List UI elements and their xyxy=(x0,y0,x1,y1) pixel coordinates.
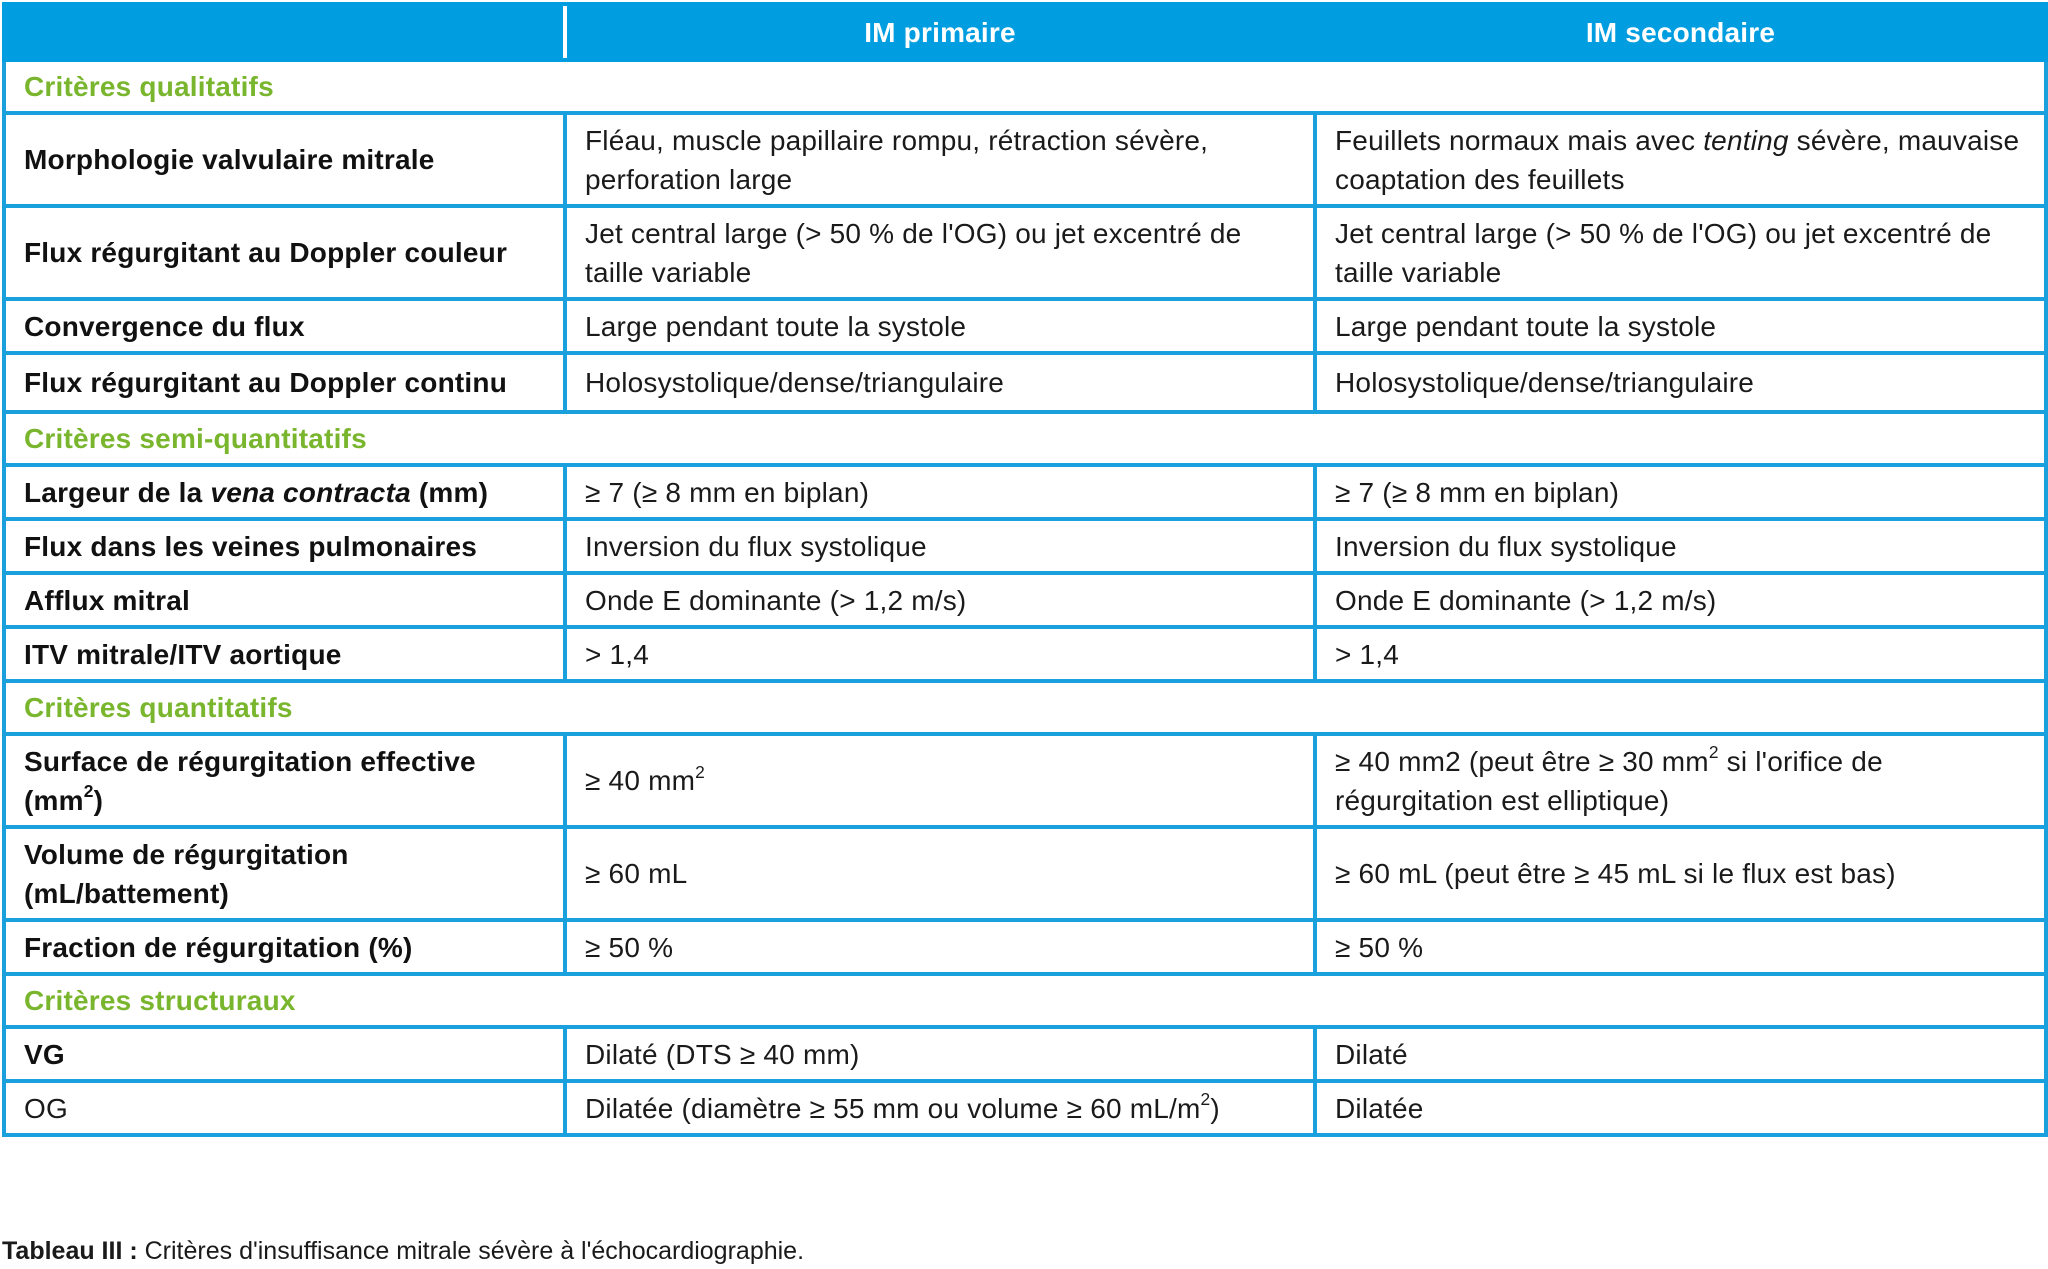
text: Dilatée (diamètre ≥ 55 mm ou volume ≥ 60 mL/m xyxy=(585,1092,1201,1124)
section-row xyxy=(4,974,2046,1027)
section-title-qualitatifs: Critères qualitatifs xyxy=(4,60,2046,113)
row-label: Afflux mitral xyxy=(4,573,565,627)
row-label: OG xyxy=(4,1081,565,1135)
section-row xyxy=(4,681,2046,734)
cell-primaire: Fléau, muscle papillaire rompu, rétraction sévère, perforation large xyxy=(565,113,1315,206)
cell-secondaire: > 1,4 xyxy=(1315,627,2046,681)
row-label: ITV mitrale/ITV aortique xyxy=(4,627,565,681)
row-label: Convergence du flux xyxy=(4,299,565,353)
text: ) xyxy=(1210,1092,1220,1124)
cell-primaire xyxy=(565,1081,1315,1135)
row-label xyxy=(4,734,565,827)
header-empty xyxy=(4,4,565,60)
header-im-primaire: IM primaire xyxy=(565,4,1315,60)
superscript: 2 xyxy=(1708,742,1719,763)
section-title-semi-quantitatifs: Critères semi-quantitatifs xyxy=(4,412,2046,465)
text: sévère, mauvaise coaptation des feuillets xyxy=(1335,124,2020,195)
cell-primaire: ≥ 7 (≥ 8 mm en biplan) xyxy=(565,465,1315,519)
table-row xyxy=(4,627,2046,681)
text: (mm) xyxy=(410,476,489,508)
section-title-structuraux: Critères structuraux xyxy=(4,974,2046,1027)
cell-secondaire: Dilaté xyxy=(1315,1027,2046,1081)
row-label: VG xyxy=(4,1027,565,1081)
caption-text: Critères d'insuffisance mitrale sévère à l'échocardiographie. xyxy=(137,1237,805,1265)
table-row xyxy=(4,113,2046,206)
cell-primaire: Dilaté (DTS ≥ 40 mm) xyxy=(565,1027,1315,1081)
cell-primaire: Large pendant toute la systole xyxy=(565,299,1315,353)
row-label: Volume de régurgitation (mL/battement) xyxy=(4,827,565,920)
cell-secondaire: Large pendant toute la systole xyxy=(1315,299,2046,353)
cell-primaire: Holosystolique/dense/triangulaire xyxy=(565,353,1315,412)
table-row xyxy=(4,519,2046,573)
table-row xyxy=(4,734,2046,827)
cell-secondaire xyxy=(1315,734,2046,827)
table-row xyxy=(4,465,2046,519)
table-row xyxy=(4,1027,2046,1081)
row-label: Flux régurgitant au Doppler continu xyxy=(4,353,565,412)
cell-secondaire: Holosystolique/dense/triangulaire xyxy=(1315,353,2046,412)
row-label: Fraction de régurgitation (%) xyxy=(4,920,565,974)
cell-primaire: Inversion du flux systolique xyxy=(565,519,1315,573)
italic-term: vena contracta xyxy=(210,476,411,508)
cell-secondaire: ≥ 60 mL (peut être ≥ 45 mL si le flux est bas) xyxy=(1315,827,2046,920)
row-label xyxy=(4,465,565,519)
table-row xyxy=(4,299,2046,353)
table-header-row xyxy=(4,4,2046,60)
table-caption xyxy=(2,1237,804,1266)
caption-label: Tableau III : xyxy=(2,1237,138,1265)
row-label: Flux régurgitant au Doppler couleur xyxy=(4,206,565,299)
section-row xyxy=(4,60,2046,113)
cell-primaire: ≥ 60 mL xyxy=(565,827,1315,920)
text: ≥ 40 mm xyxy=(585,765,696,796)
cell-secondaire: Jet central large (> 50 % de l'OG) ou jet excentré de taille variable xyxy=(1315,206,2046,299)
criteria-table xyxy=(2,2,2048,1137)
text: si l'orifice de régurgitation est elliptique) xyxy=(1335,745,1883,816)
superscript: 2 xyxy=(83,781,94,802)
cell-secondaire: Onde E dominante (> 1,2 m/s) xyxy=(1315,573,2046,627)
cell-primaire xyxy=(565,734,1315,827)
table-row xyxy=(4,573,2046,627)
text: Largeur de la xyxy=(24,476,211,508)
italic-term: tenting xyxy=(1703,124,1789,156)
cell-secondaire: ≥ 7 (≥ 8 mm en biplan) xyxy=(1315,465,2046,519)
cell-primaire: ≥ 50 % xyxy=(565,920,1315,974)
cell-primaire: Jet central large (> 50 % de l'OG) ou jet excentré de taille variable xyxy=(565,206,1315,299)
cell-primaire: Onde E dominante (> 1,2 m/s) xyxy=(565,573,1315,627)
section-row xyxy=(4,412,2046,465)
text: ) xyxy=(93,784,104,816)
text: Surface de régurgitation effective (mm xyxy=(24,745,476,816)
cell-secondaire: Inversion du flux systolique xyxy=(1315,519,2046,573)
cell-secondaire xyxy=(1315,113,2046,206)
text: Feuillets normaux mais avec xyxy=(1335,124,1704,156)
superscript: 2 xyxy=(695,761,705,782)
table-row xyxy=(4,1081,2046,1135)
table-row xyxy=(4,920,2046,974)
cell-primaire: > 1,4 xyxy=(565,627,1315,681)
cell-secondaire: ≥ 50 % xyxy=(1315,920,2046,974)
section-title-quantitatifs: Critères quantitatifs xyxy=(4,681,2046,734)
table-row xyxy=(4,827,2046,920)
table-row xyxy=(4,353,2046,412)
row-label: Flux dans les veines pulmonaires xyxy=(4,519,565,573)
superscript: 2 xyxy=(1200,1089,1211,1110)
table-row xyxy=(4,206,2046,299)
cell-secondaire: Dilatée xyxy=(1315,1081,2046,1135)
text: ≥ 40 mm2 (peut être ≥ 30 mm xyxy=(1335,745,1709,777)
row-label: Morphologie valvulaire mitrale xyxy=(4,113,565,206)
header-im-secondaire: IM secondaire xyxy=(1315,4,2046,60)
